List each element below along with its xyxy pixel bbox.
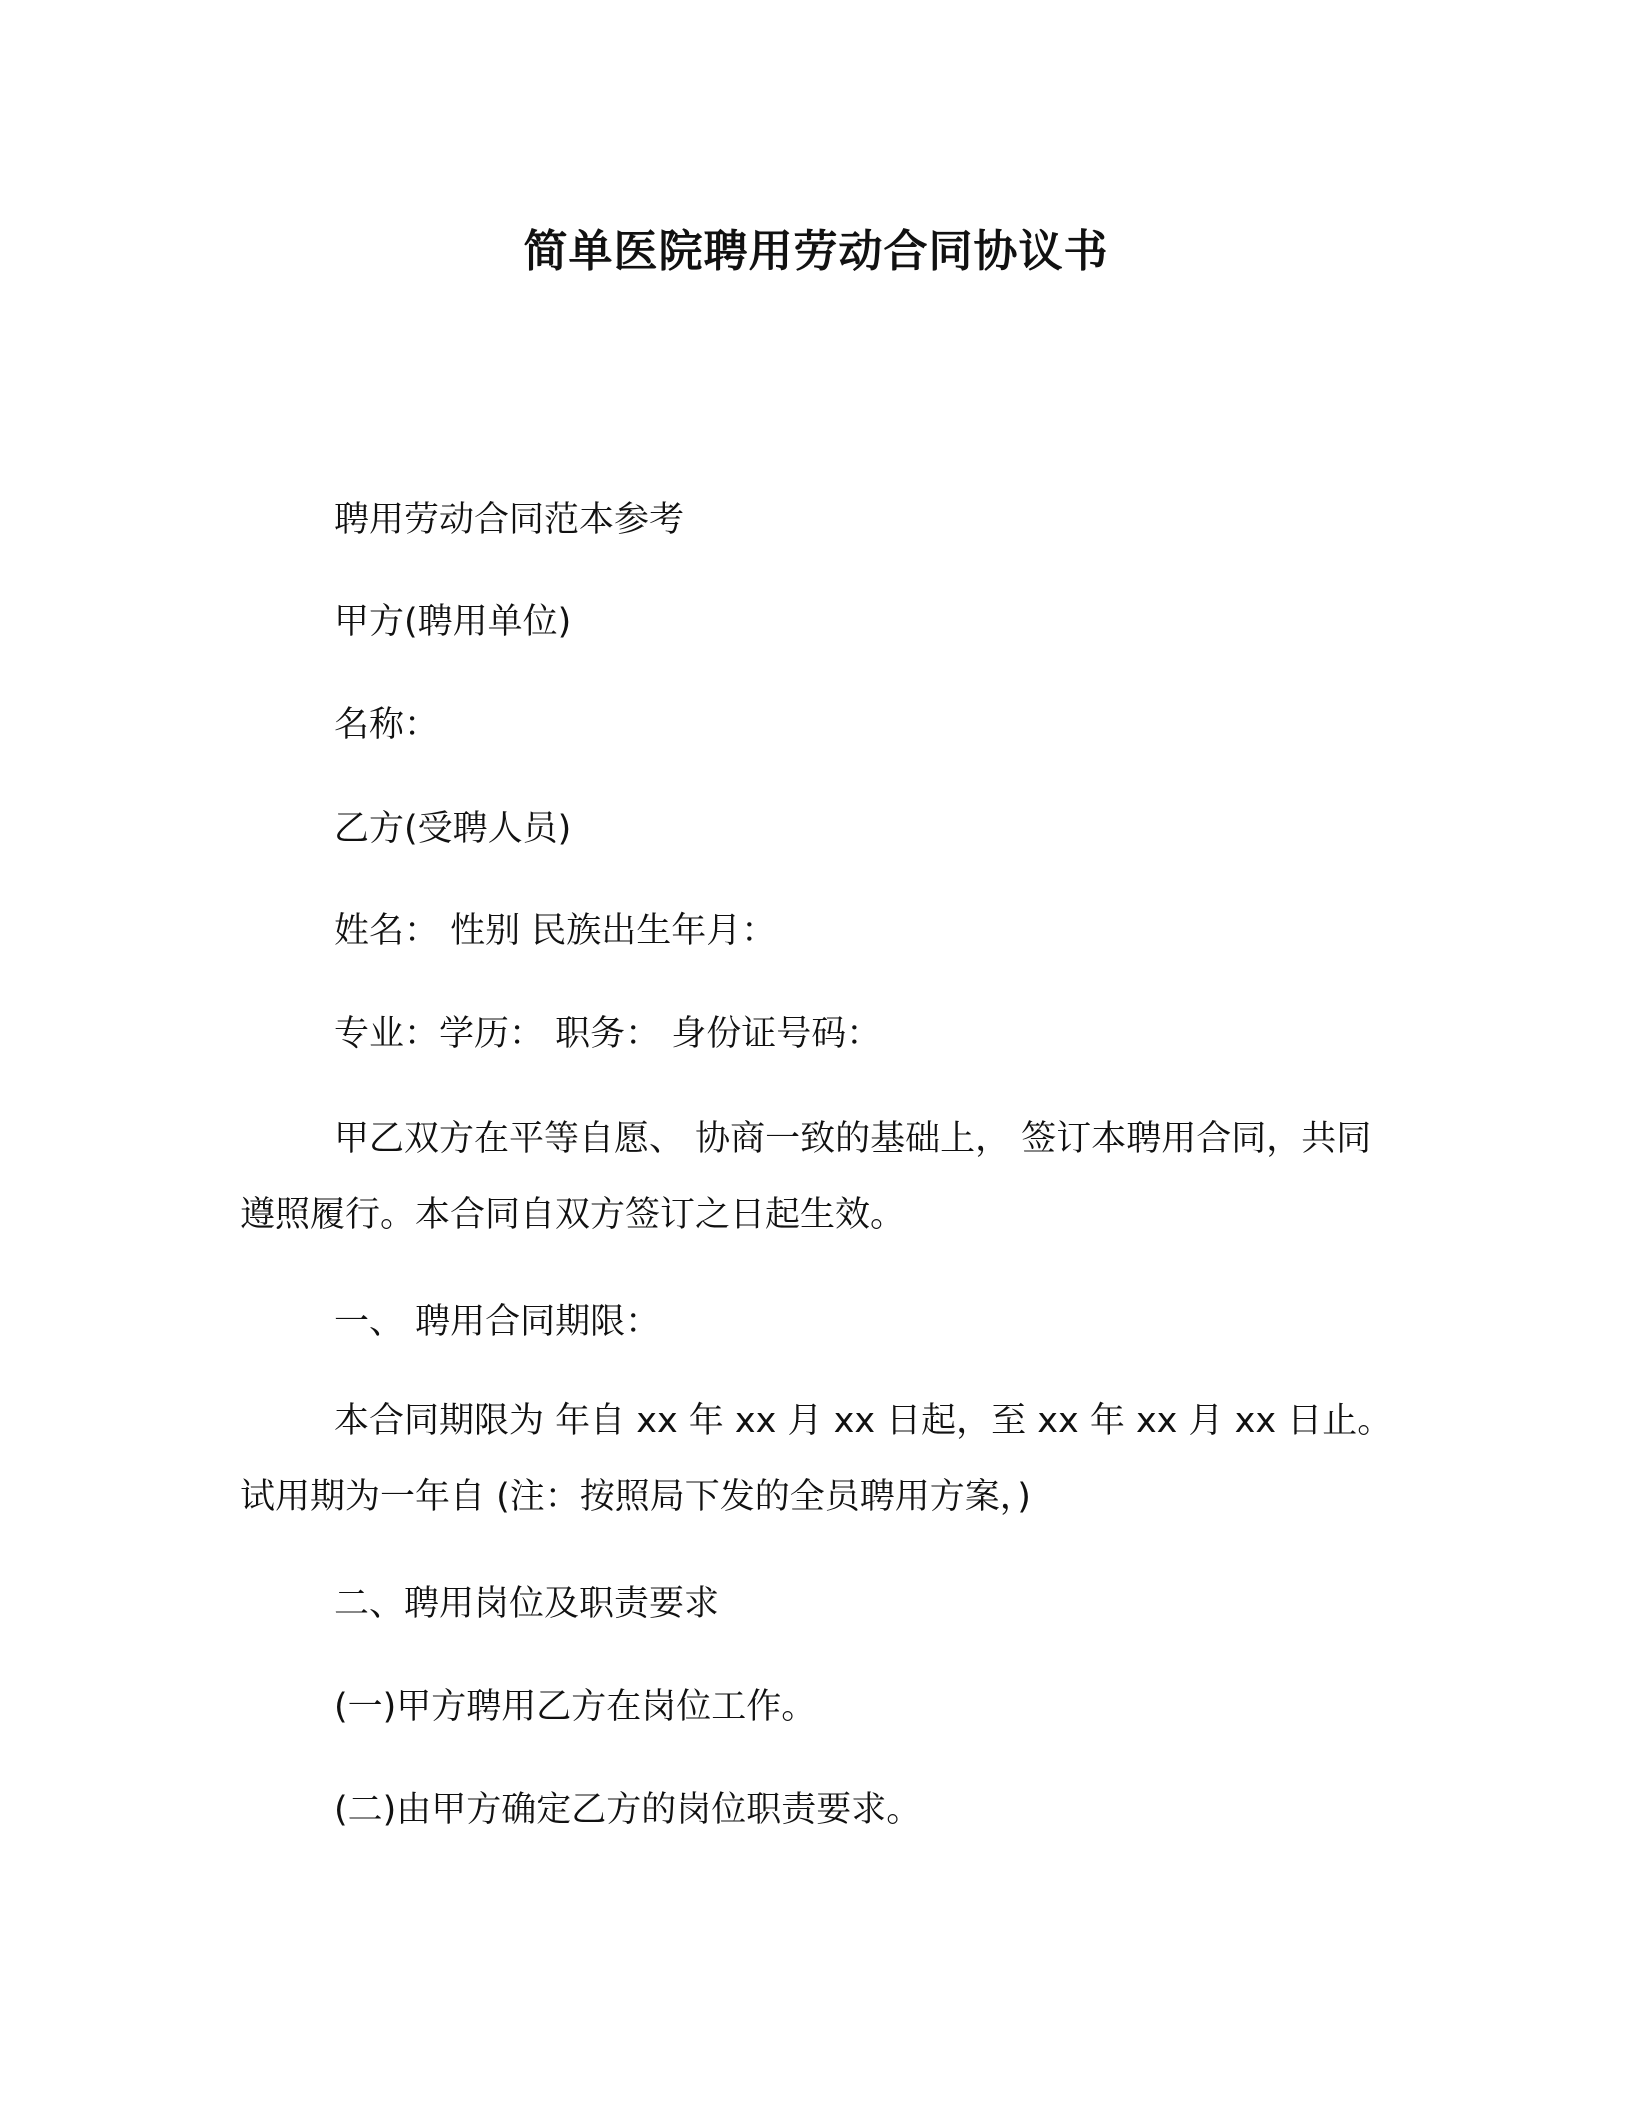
template-reference-line: 聘用劳动合同范本参考	[334, 500, 685, 540]
section1-heading: 一、 聘用合同期限：	[334, 1302, 661, 1342]
party-a-line: 甲方(聘用单位)	[334, 602, 572, 642]
preamble-paragraph: 甲乙双方在平等自愿、 协商一致的基础上， 签订本聘用合同，共同遵照履行。本合同自双方签订之日起生效。	[240, 1119, 1372, 1235]
section2-item2: (二)由甲方确定乙方的岗位职责要求。	[334, 1790, 922, 1830]
party-b-line: 乙方(受聘人员)	[334, 809, 572, 849]
section2-item1: (一)甲方聘用乙方在岗位工作。	[334, 1687, 817, 1727]
qualifications-line: 专业：学历： 职务： 身份证号码：	[334, 1014, 882, 1054]
section1-body-paragraph: 本合同期限为 年自 xx 年 xx 月 xx 日起，至 xx 年 xx 月 xx 日止。试用期为一年自 (注：按照局下发的全员聘用方案，)	[240, 1401, 1393, 1517]
document-title: 简单医院聘用劳动合同协议书	[523, 226, 1109, 277]
personal-info-line: 姓名： 性别 民族出生年月：	[334, 911, 777, 951]
section2-heading: 二、聘用岗位及职责要求	[334, 1584, 720, 1624]
name-line: 名称：	[334, 705, 440, 745]
